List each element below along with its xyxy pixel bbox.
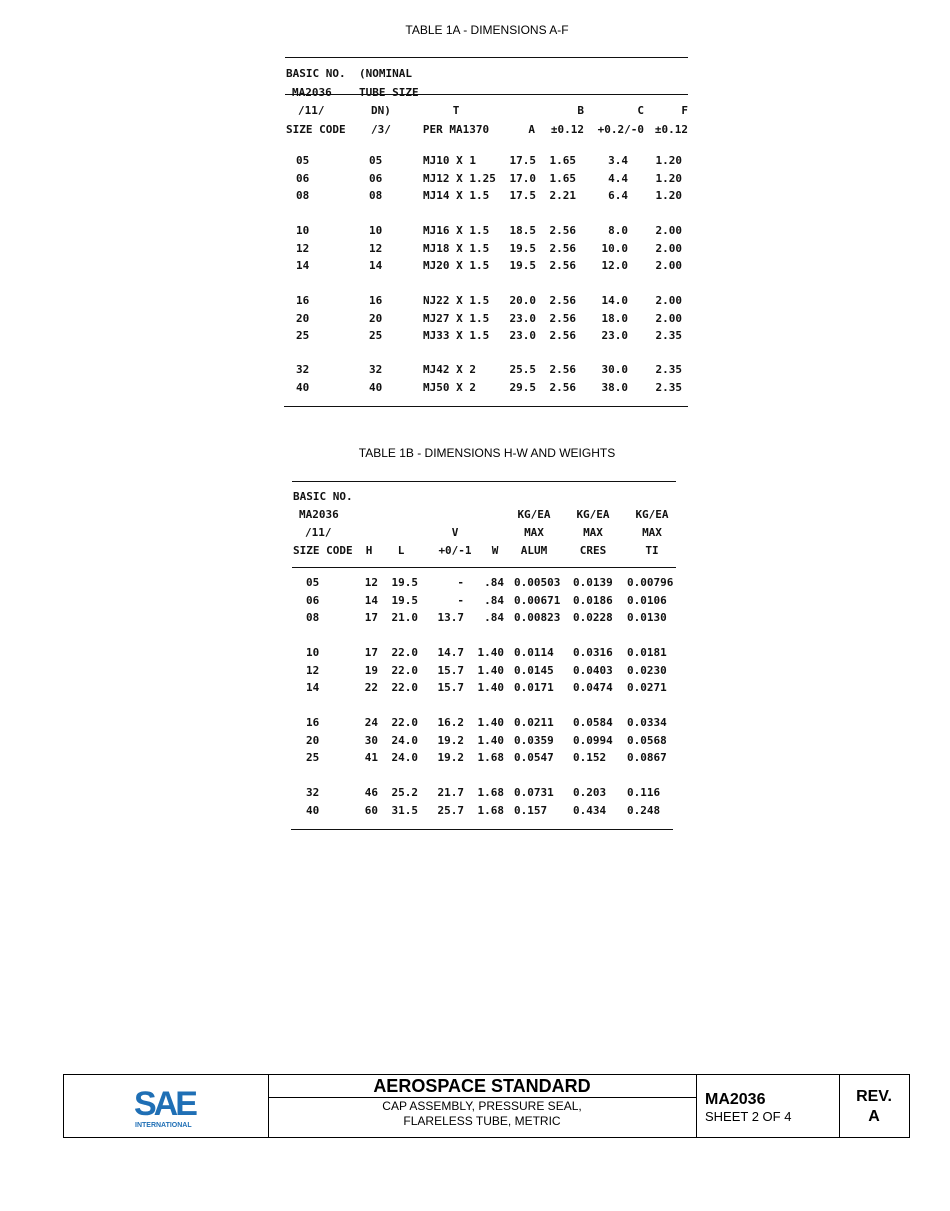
table-1a-header-f-1: ±0.12 — [654, 122, 688, 136]
table-1a-header-b-1: ±0.12 — [550, 122, 584, 136]
table-1a-cell-r0-c1: 05 — [369, 154, 383, 167]
table-1a-cell-r6-c4: 2.56 — [549, 294, 576, 307]
table-1a-cell-r8-c5: 23.0 — [601, 329, 628, 343]
table-1b-cell-r0-c5: 0.00503 — [514, 576, 561, 589]
table-1a-cell-r2-c4: 2.21 — [549, 189, 576, 203]
table-1a-cell-r4-c6: 2.00 — [655, 241, 682, 255]
table-1a-cell-r8-c1: 25 — [369, 329, 383, 343]
table-1b-cell-r3-c3: 14.7 — [437, 646, 464, 659]
table-1b-cell-r1-c6: 0.0186 — [573, 593, 613, 607]
table-1b-cell-r7-c0: 20 — [306, 733, 320, 747]
table-1a-cell-r6-c1: 16 — [369, 294, 383, 307]
table-1a-cell-r10-c1: 40 — [369, 380, 383, 394]
table-1b-header-v-0: V — [451, 526, 459, 539]
table-1a-cell-r8-c2: MJ33 X 1.5 — [423, 329, 490, 343]
table-1a-cell-r7-c1: 20 — [369, 311, 383, 325]
table-1b-cell-r10-c6: 0.434 — [573, 803, 607, 817]
table-1a-cell-r3-c3: 18.5 — [509, 224, 536, 237]
table-1b-cell-r6-c5: 0.0211 — [514, 716, 554, 729]
table-1a-cell-r5-c3: 19.5 — [509, 259, 536, 273]
table-1b-header-w-0: W — [491, 544, 499, 557]
table-1b-header-cres-1: MAX — [583, 526, 603, 539]
table-1b-cell-r8-c2: 24.0 — [391, 751, 418, 764]
title-block — [63, 1074, 910, 1138]
table-1a-cell-r4-c2: MJ18 X 1.5 — [423, 241, 490, 255]
table-1a-cell-r1-c2: MJ12 X 1.25 — [423, 171, 496, 185]
table-1b-cell-r10-c4: 1.68 — [477, 803, 504, 817]
table-1b-cell-r8-c4: 1.68 — [477, 751, 504, 764]
table-1b-cell-r3-c4: 1.40 — [477, 646, 504, 659]
table-1a-cell-r2-c1: 08 — [369, 189, 383, 203]
table-1b-cell-r1-c3: - — [457, 593, 464, 607]
table-1b-cell-r7-c2: 24.0 — [391, 733, 418, 747]
table-1a-cell-r7-c6: 2.00 — [655, 311, 682, 325]
table-1b-cell-r5-c2: 22.0 — [391, 681, 418, 694]
table-1b-cell-r4-c6: 0.0403 — [573, 663, 613, 677]
table-1b-cell-r1-c4: .84 — [484, 593, 504, 607]
table-1b-cell-r1-c7: 0.0106 — [627, 593, 667, 607]
table-1b-header-cres-0: KG/EA — [576, 508, 610, 521]
table-1a-cell-r5-c2: MJ20 X 1.5 — [423, 259, 490, 273]
table-1a-cell-r0-c3: 17.5 — [509, 154, 536, 167]
table-1a-cell-r2-c3: 17.5 — [509, 189, 536, 203]
table-1b-cell-r1-c5: 0.00671 — [514, 593, 561, 607]
table-1b-cell-r2-c7: 0.0130 — [627, 611, 667, 624]
table-1a-header-nominal-2: DN) — [371, 104, 391, 118]
table-1b-cell-r10-c3: 25.7 — [437, 803, 464, 817]
table-1a-cell-r9-c0: 32 — [296, 363, 310, 376]
table-1a-cell-r4-c4: 2.56 — [549, 241, 576, 255]
table-1b-cell-r10-c1: 60 — [364, 803, 378, 817]
table-1a-cell-r5-c5: 12.0 — [601, 259, 628, 273]
table-1b-cell-r8-c5: 0.0547 — [514, 751, 554, 764]
logo-cell — [64, 1075, 269, 1137]
table-1b-cell-r9-c1: 46 — [364, 786, 378, 799]
table-1a-cell-r2-c2: MJ14 X 1.5 — [423, 189, 490, 203]
table-1a-cell-r3-c0: 10 — [296, 224, 310, 237]
table-1b-cell-r3-c1: 17 — [364, 646, 378, 659]
table-1b-header-ti-1: MAX — [642, 526, 662, 539]
table-1b-cell-r3-c5: 0.0114 — [514, 646, 554, 659]
table-1b-cell-r3-c6: 0.0316 — [573, 646, 613, 659]
table-1b-cell-r0-c2: 19.5 — [391, 576, 418, 589]
table-1b-cell-r5-c4: 1.40 — [477, 681, 504, 694]
table-1a-cell-r0-c6: 1.20 — [655, 154, 682, 167]
table-1a-cell-r3-c1: 10 — [369, 224, 383, 237]
document-number-cell — [696, 1075, 840, 1137]
table-1b-cell-r4-c0: 12 — [306, 663, 320, 677]
table-1b-header-alum-2: ALUM — [520, 544, 548, 557]
table-1b-header-basic-2: /11/ — [305, 526, 332, 539]
table-1b-cell-r5-c7: 0.0271 — [627, 681, 667, 694]
table-1b-header-l-0: L — [397, 544, 405, 557]
table-1a-header-basic-0: BASIC NO. — [286, 67, 346, 80]
table-1b-header-basic-3: SIZE CODE — [293, 544, 353, 557]
table-1b-cell-r6-c4: 1.40 — [477, 716, 504, 729]
table-1a-cell-r4-c1: 12 — [369, 241, 383, 255]
table-1b-cell-r7-c7: 0.0568 — [627, 733, 667, 747]
table-1a-cell-r9-c4: 2.56 — [549, 363, 576, 376]
table-1b-cell-r9-c4: 1.68 — [477, 786, 504, 799]
table-1a-header-b-0: B — [577, 104, 584, 118]
table-1b-cell-r9-c6: 0.203 — [573, 786, 607, 799]
table-1b-cell-r2-c4: .84 — [484, 611, 504, 624]
table-1a-cell-r7-c3: 23.0 — [509, 311, 536, 325]
table-1b-cell-r8-c0: 25 — [306, 751, 320, 764]
table-1b-cell-r1-c2: 19.5 — [391, 593, 418, 607]
table-1b-cell-r0-c6: 0.0139 — [573, 576, 613, 589]
table-1b-cell-r0-c4: .84 — [484, 576, 504, 589]
table-1a-cell-r1-c6: 1.20 — [655, 171, 682, 185]
table-1a-cell-r0-c2: MJ10 X 1 — [423, 154, 476, 167]
table-1a-cell-r9-c5: 30.0 — [601, 363, 628, 376]
table-1b-cell-r7-c5: 0.0359 — [514, 733, 554, 747]
table-1b-cell-r9-c2: 25.2 — [391, 786, 418, 799]
table-1a-cell-r0-c0: 05 — [296, 154, 310, 167]
table-1a-cell-r2-c5: 6.4 — [608, 189, 628, 203]
table-1a-cell-r5-c6: 2.00 — [655, 259, 682, 273]
table-1b-cell-r6-c2: 22.0 — [391, 716, 418, 729]
table-1b-header-v-1: +0/-1 — [438, 544, 472, 557]
table-1b-cell-r5-c6: 0.0474 — [573, 681, 613, 694]
table-1a-cell-r0-c4: 1.65 — [549, 154, 576, 167]
table-1b-cell-r0-c1: 12 — [364, 576, 378, 589]
table-1b-cell-r7-c6: 0.0994 — [573, 733, 613, 747]
table-1b-cell-r0-c3: - — [457, 576, 464, 589]
table-1a-cell-r4-c0: 12 — [296, 241, 310, 255]
sheet-number: SHEET 2 OF 4 — [705, 1109, 792, 1124]
table-1a-cell-r2-c0: 08 — [296, 189, 310, 203]
table-1a-cell-r8-c0: 25 — [296, 329, 310, 343]
table-1b-cell-r2-c1: 17 — [364, 611, 378, 624]
table-1a-cell-r10-c3: 29.5 — [509, 380, 536, 394]
table-1a-cell-r5-c4: 2.56 — [549, 259, 576, 273]
table-1a-cell-r1-c0: 06 — [296, 171, 310, 185]
table-1b-cell-r8-c6: 0.152 — [573, 751, 607, 764]
table-1a-header-c-0: C — [637, 104, 644, 118]
table-1b-cell-r2-c0: 08 — [306, 611, 320, 624]
table-1a-cell-r1-c3: 17.0 — [509, 171, 536, 185]
table-1b-cell-r10-c0: 40 — [306, 803, 320, 817]
table-1a-cell-r7-c2: MJ27 X 1.5 — [423, 311, 490, 325]
table-1b-cell-r4-c5: 0.0145 — [514, 663, 554, 677]
table-1a-cell-r9-c3: 25.5 — [509, 363, 536, 376]
table-1b-cell-r5-c0: 14 — [306, 681, 320, 694]
table-1a-cell-r9-c1: 32 — [369, 363, 383, 376]
table-1b-cell-r10-c2: 31.5 — [391, 803, 418, 817]
table-1a-cell-r9-c2: MJ42 X 2 — [423, 363, 476, 376]
table-1b-cell-r2-c6: 0.0228 — [573, 611, 613, 624]
table-1b-cell-r7-c1: 30 — [364, 733, 378, 747]
table-1b-cell-r3-c2: 22.0 — [391, 646, 418, 659]
table-1b-cell-r6-c6: 0.0584 — [573, 716, 613, 729]
table-1a-cell-r5-c1: 14 — [369, 259, 383, 273]
table-1b-cell-r5-c5: 0.0171 — [514, 681, 554, 694]
table-1a-cell-r6-c5: 14.0 — [601, 294, 628, 307]
table-1a-cell-r10-c4: 2.56 — [549, 380, 576, 394]
table-1b-cell-r3-c7: 0.0181 — [627, 646, 667, 659]
table-1b-cell-r4-c2: 22.0 — [391, 663, 418, 677]
table-1b-cell-r4-c3: 15.7 — [437, 663, 464, 677]
table-1b-cell-r8-c1: 41 — [364, 751, 378, 764]
table-1b-cell-r2-c3: 13.7 — [437, 611, 464, 624]
table-1a-cell-r10-c0: 40 — [296, 380, 310, 394]
table-1a-header-basic-2: /11/ — [298, 104, 325, 118]
table-1a-cell-r7-c0: 20 — [296, 311, 310, 325]
table-1a-cell-r3-c5: 8.0 — [608, 224, 628, 237]
table-1a-header-a-0: A — [528, 122, 535, 136]
table-1b-header-ti-2: TI — [645, 544, 659, 557]
table-1a-cell-r6-c3: 20.0 — [509, 294, 536, 307]
table-1a-cell-r9-c6: 2.35 — [655, 363, 682, 376]
table-1a-cell-r4-c5: 10.0 — [601, 241, 628, 255]
table-1a-cell-r8-c4: 2.56 — [549, 329, 576, 343]
table-1a-cell-r8-c3: 23.0 — [509, 329, 536, 343]
table-1a-header-nominal-1: TUBE SIZE — [359, 85, 419, 99]
table-1a-cell-r2-c6: 1.20 — [655, 189, 682, 203]
table-1b-cell-r7-c3: 19.2 — [437, 733, 464, 747]
document-title: AEROSPACE STANDARD — [268, 1075, 696, 1098]
table-1a-cell-r10-c2: MJ50 X 2 — [423, 380, 476, 394]
table-1b-cell-r9-c7: 0.116 — [627, 786, 661, 799]
table-1a-header-f-0: F — [681, 104, 688, 118]
table-1a-cell-r10-c5: 38.0 — [601, 380, 628, 394]
table-1b-header-basic-1: MA2036 — [299, 508, 339, 521]
revision-value: A — [868, 1108, 880, 1125]
table-1a-cell-r6-c6: 2.00 — [655, 294, 682, 307]
table-1a-cell-r6-c2: NJ22 X 1.5 — [423, 294, 490, 307]
sae-logo-subtext: INTERNATIONAL — [135, 1122, 192, 1129]
table-1b-cell-r4-c4: 1.40 — [477, 663, 504, 677]
table-1a-cell-r3-c4: 2.56 — [549, 224, 576, 237]
table-1a-cell-r8-c6: 2.35 — [655, 329, 682, 343]
table-1b-cell-r5-c1: 22 — [364, 681, 378, 694]
table-1a-cell-r10-c6: 2.35 — [655, 380, 682, 394]
table-1b-cell-r4-c1: 19 — [364, 663, 378, 677]
table-1a-header-t-0: T — [452, 104, 460, 118]
table-1b-cell-r1-c0: 06 — [306, 593, 320, 607]
table-1a-header-nominal-3: /3/ — [371, 122, 391, 136]
table-1b-header-rule — [292, 567, 676, 568]
table-1b-top-rule — [292, 481, 676, 482]
document-subtitle — [268, 1099, 696, 1129]
table-1b-cell-r9-c3: 21.7 — [437, 786, 464, 799]
table-1a-caption: TABLE 1A - DIMENSIONS A-F — [405, 23, 569, 37]
table-1b-cell-r1-c1: 14 — [364, 593, 378, 607]
table-1b-header-h-0: H — [365, 544, 373, 557]
sae-logo — [132, 1085, 202, 1131]
table-1a-cell-r6-c0: 16 — [296, 294, 310, 307]
table-1b-cell-r2-c2: 21.0 — [391, 611, 418, 624]
table-1b-cell-r6-c0: 16 — [306, 716, 320, 729]
revision-cell — [839, 1075, 909, 1137]
table-1a-cell-r3-c2: MJ16 X 1.5 — [423, 224, 490, 237]
table-1a-header-nominal-0: (NOMINAL — [359, 67, 412, 80]
table-1b-cell-r2-c5: 0.00823 — [514, 611, 561, 624]
table-1b-header-ti-0: KG/EA — [635, 508, 669, 521]
table-1a-cell-r1-c5: 4.4 — [608, 171, 628, 185]
document-number: MA2036 — [705, 1091, 766, 1108]
table-1a-cell-r4-c3: 19.5 — [509, 241, 536, 255]
table-1a-header-basic-3: SIZE CODE — [286, 122, 346, 136]
table-1a-cell-r1-c1: 06 — [369, 171, 383, 185]
table-1b-bottom-rule — [291, 829, 673, 830]
table-1b-header-cres-2: CRES — [579, 544, 607, 557]
table-1a-cell-r7-c5: 18.0 — [601, 311, 628, 325]
title-cell — [268, 1075, 697, 1137]
sae-logo-mark: SAE — [134, 1085, 195, 1123]
table-1b-header-alum-1: MAX — [524, 526, 544, 539]
table-1a-cell-r7-c4: 2.56 — [549, 311, 576, 325]
table-1b-cell-r7-c4: 1.40 — [477, 733, 504, 747]
table-1b-cell-r6-c3: 16.2 — [437, 716, 464, 729]
table-1b-cell-r10-c5: 0.157 — [514, 803, 548, 817]
table-1b-cell-r0-c0: 05 — [306, 576, 320, 589]
table-1b-cell-r4-c7: 0.0230 — [627, 663, 667, 677]
table-1b-cell-r6-c1: 24 — [364, 716, 378, 729]
table-1b-header-alum-0: KG/EA — [517, 508, 551, 521]
revision-label: REV. — [856, 1088, 892, 1105]
table-1b-cell-r8-c3: 19.2 — [437, 751, 464, 764]
table-1a-header-basic-1: MA2036 — [292, 85, 332, 99]
table-1a-cell-r0-c5: 3.4 — [608, 154, 628, 167]
table-1b-cell-r5-c3: 15.7 — [437, 681, 464, 694]
subtitle-line-2: FLARELESS TUBE, METRIC — [403, 1114, 561, 1128]
table-1a-cell-r5-c0: 14 — [296, 259, 310, 273]
table-1b-cell-r0-c7: 0.00796 — [627, 576, 674, 589]
table-1a-cell-r3-c6: 2.00 — [655, 224, 682, 237]
table-1b-cell-r6-c7: 0.0334 — [627, 716, 667, 729]
table-1b-cell-r3-c0: 10 — [306, 646, 320, 659]
table-1b-cell-r9-c0: 32 — [306, 786, 320, 799]
subtitle-line-1: CAP ASSEMBLY, PRESSURE SEAL, — [382, 1099, 582, 1113]
table-1a-header-c-1: +0.2/-0 — [597, 122, 644, 136]
table-1b-cell-r8-c7: 0.0867 — [627, 751, 667, 764]
table-1b-cell-r9-c5: 0.0731 — [514, 786, 554, 799]
table-1a-cell-r1-c4: 1.65 — [549, 171, 576, 185]
table-1b-caption: TABLE 1B - DIMENSIONS H-W AND WEIGHTS — [358, 446, 616, 460]
table-1b-header-basic-0: BASIC NO. — [293, 490, 353, 503]
table-1b-cell-r10-c7: 0.248 — [627, 803, 661, 817]
table-1a-header-t-1: PER MA1370 — [422, 122, 490, 136]
